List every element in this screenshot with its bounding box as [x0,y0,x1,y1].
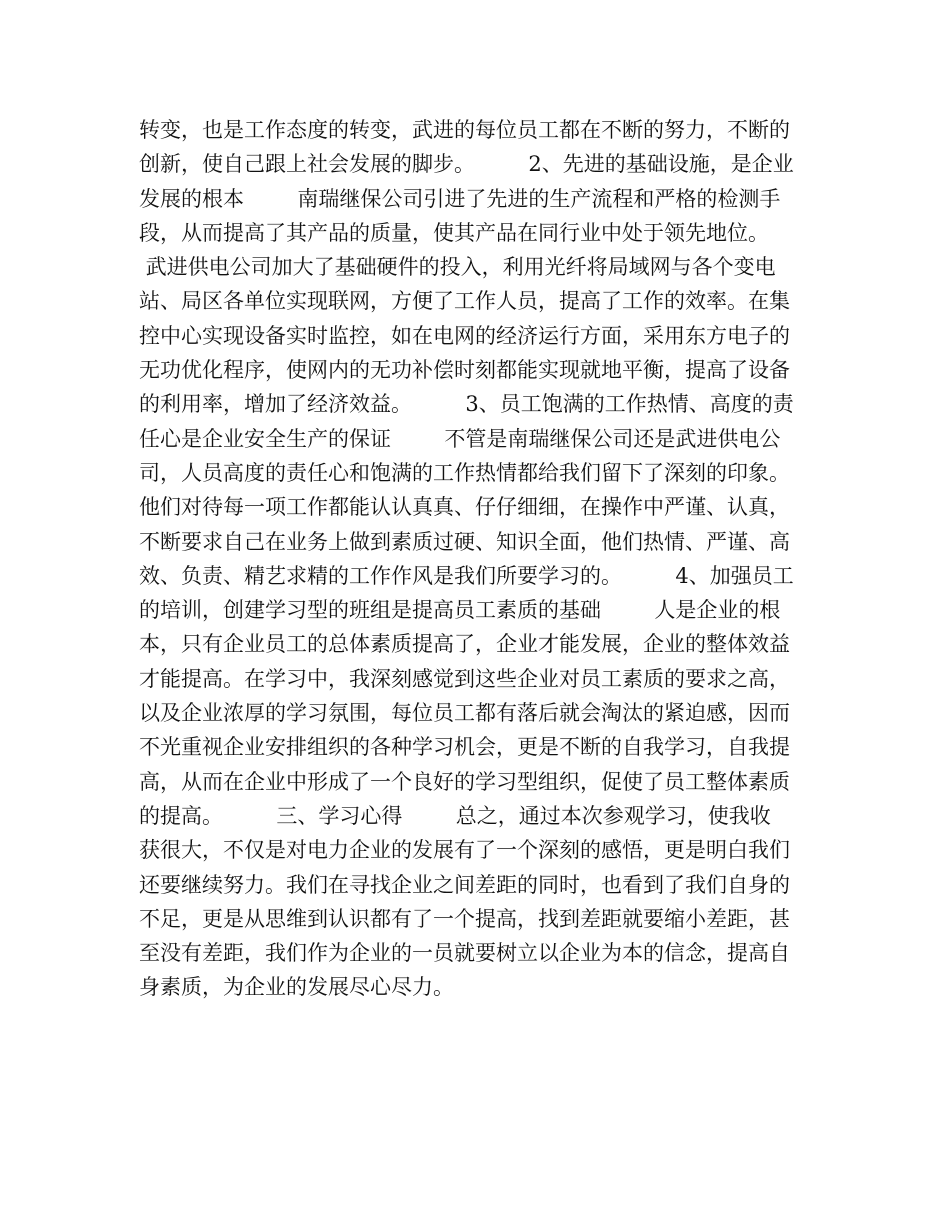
text-line: 他们对待每一项工作都能认认真真、仔仔细细，在操作中严谨、认真， [139,495,790,520]
text-line: 发展的根本 南瑞继保公司引进了先进的生产流程和严格的检测手 [139,186,781,211]
text-line: 控中心实现设备实时监控，如在电网的经济运行方面，采用东方电子的 [139,323,790,348]
text-line: 创新，使自己跟上社会发展的脚步。 2、先进的基础设施，是企业 [139,152,794,177]
text-line: 不光重视企业安排组织的各种学习机会，更是不断的自我学习，自我提 [139,735,790,760]
text-line: 才能提高。在学习中，我深刻感觉到这些企业对员工素质的要求之高， [139,666,790,691]
text-line: 段，从而提高了其产品的质量，使其产品在同行业中处于领先地位。 [139,220,769,245]
text-line: 任心是企业安全生产的保证 不管是南瑞继保公司还是武进供电公 [139,426,781,451]
text-line: 的利用率，增加了经济效益。 3、员工饱满的工作热情、高度的责 [139,392,794,417]
text-line: 站、局区各单位实现联网，方便了工作人员，提高了工作的效率。在集 [139,289,790,314]
text-line: 无功优化程序，使网内的无功补偿时刻都能实现就地平衡，提高了设备 [139,358,790,383]
text-line: 转变，也是工作态度的转变，武进的每位员工都在不断的努力，不断的 [139,118,790,142]
text-line: 效、负责、精艺求精的工作作风是我们所要学习的。 4、加强员工 [139,563,794,588]
text-line: 身素质，为企业的发展尽心尽力。 [139,975,454,1000]
text-line: 至没有差距，我们作为企业的一员就要树立以企业为本的信念，提高自 [139,941,790,966]
text-line: 武进供电公司加大了基础硬件的投入，利用光纤将局域网与各个变电 [139,255,776,280]
text-line: 的培训，创建学习型的班组是提高员工素质的基础 人是企业的根 [139,598,781,623]
text-line: 获很大，不仅是对电力企业的发展有了一个深刻的感悟，更是明白我们 [139,838,790,863]
text-line: 的提高。 三、学习心得 总之，通过本次参观学习，使我收 [139,803,771,828]
text-line: 司，人员高度的责任心和饱满的工作热情都给我们留下了深刻的印象。 [139,460,790,485]
text-line: 高，从而在企业中形成了一个良好的学习型组织，促使了员工整体素质 [139,769,790,794]
text-line: 不断要求自己在业务上做到素质过硬、知识全面，他们热情、严谨、高 [139,529,790,554]
text-line: 不足，更是从思维到认识都有了一个提高，找到差距就要缩小差距，甚 [139,906,790,931]
body-text [139,113,819,1005]
text-line: 以及企业浓厚的学习氛围，每位员工都有落后就会淘汰的紧迫感，因而 [139,701,790,726]
text-line: 本，只有企业员工的总体素质提高了，企业才能发展，企业的整体效益 [139,632,790,657]
text-line: 还要继续努力。我们在寻找企业之间差距的同时，也看到了我们自身的 [139,872,790,897]
